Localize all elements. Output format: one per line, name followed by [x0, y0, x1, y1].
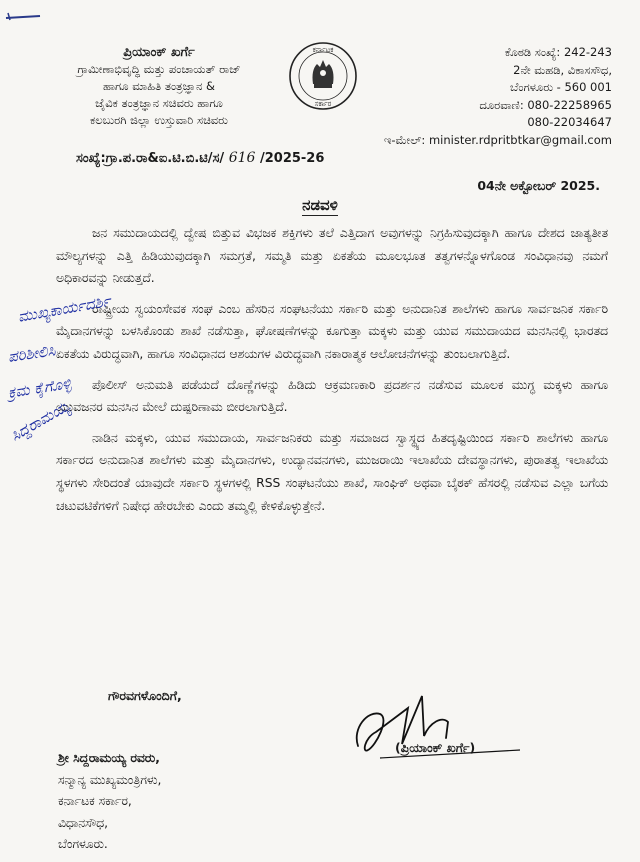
signatory-name: (ಪ್ರಿಯಾಂಕ್ ಖರ್ಗೆ): [395, 740, 476, 755]
closing-salutation: ಗೌರವಗಳೊಂದಿಗೆ,: [108, 688, 182, 703]
margin-note-line: ಕ್ರಮ ಕೈಗೊಳ್ಳಿ: [6, 374, 73, 402]
phone-secondary: 080-22034647: [527, 115, 612, 129]
reference-year: /2025-26: [259, 151, 325, 166]
addressee-line: ಸನ್ಮಾನ್ಯ ಮುಖ್ಯಮಂತ್ರಿಗಳು,: [58, 772, 162, 787]
sender-line: ಜೈವಿಕ ತಂತ್ರಜ್ಞಾನ ಸಚಿವರು ಹಾಗೂ: [95, 96, 223, 110]
reference-label: ಸಂಖ್ಯೆ:ಗ್ರಾ.ಪ.ರಾ&ಐ.ಟಿ.ಬಿ.ಟಿ/ಸ/: [76, 151, 225, 166]
body-paragraph: ರಾಷ್ಟ್ರೀಯ ಸ್ವಯಂಸೇವಕ ಸಂಘ ಎಂಬ ಹೆಸರಿನ ಸಂಘಟನೆಯು ಸರ್ಕಾರಿ ಮತ್ತು ಅನುದಾನಿತ ಶಾಲೆಗಳು ಹಾಗೂ ಸಾರ್ವಜನಿಕ ಸರ್ಕಾರಿ ಮೈದಾನಗಳನ್ನು ಬಳಸಿಕೊಂಡು ಶಾಖೆ ನಡೆಸುತ್ತಾ, ಘೋಷಣೆಗಳನ್ನು ಕೂಗುತ್ತಾ ಮಕ್ಕಳು ಮತ್ತು ಯುವ ಸಮುದಾಯದ ಮನಸಿನಲ್ಲಿ ಭಾರತದ ಏಕತೆಯ ವಿರುದ್ಧವಾಗಿ, ಹಾಗೂ ಸಂವಿಧಾನದ ಆಶಯಗಳ ವಿರುದ್ಧವಾಗಿ ನಕಾರಾತ್ಮಕ ಆಲೋಚನೆಗಳನ್ನು ತುಂಬಲಾಗುತ್ತಿದೆ.: [56, 301, 608, 361]
email: ಇ-ಮೇಲ್: minister.rdpritbtkar@gmail.com: [383, 132, 612, 147]
margin-note-line: ಮುಖ್ಯಕಾರ್ಯದರ್ಶಿ: [16, 291, 112, 326]
margin-note-line: ಪರಿಶೀಲಿಸಿ: [6, 341, 57, 366]
phone-primary: ದೂರವಾಣಿ: 080-22258965: [479, 97, 612, 112]
sender-name: ಪ್ರಿಯಾಂಕ್ ಖರ್ಗೆ: [123, 45, 195, 60]
letter-body: [56, 222, 608, 525]
handwritten-margin-note: [4, 290, 124, 480]
reference-number: [76, 150, 324, 166]
addressee-line: ಕರ್ನಾಟಕ ಸರ್ಕಾರ,: [58, 794, 132, 808]
addressee-line: ವಿಧಾನಸೌಧ,: [58, 815, 109, 830]
signature-icon: [350, 688, 530, 768]
fold-mark: [4, 10, 44, 22]
sender-block: [34, 44, 284, 129]
contact-block: [384, 44, 612, 149]
body-paragraph: ಪೊಲೀಸ್ ಅನುಮತಿ ಪಡೆಯದೆ ದೊಣ್ಣೆಗಳನ್ನು ಹಿಡಿದು ಆಕ್ರಮಣಕಾರಿ ಪ್ರದರ್ಶನ ನಡೆಸುವ ಮೂಲಕ ಮುಗ್ಧ ಮಕ್ಕಳು ಹಾಗೂ ಯುವಜನರ ಮನಸಿನ ಮೇಲೆ ದುಷ್ಪರಿಣಾಮ ಬೀರಲಾಗುತ್ತಿದೆ.: [56, 377, 608, 415]
addressee-line: ಬೆಂಗಳೂರು.: [58, 837, 108, 851]
body-paragraph: ನಾಡಿನ ಮಕ್ಕಳು, ಯುವ ಸಮುದಾಯ, ಸಾರ್ವಜನಿಕರು ಮತ್ತು ಸಮಾಜದ ಸ್ವಾಸ್ಥ್ಯದ ಹಿತದೃಷ್ಟಿಯಿಂದ ಸರ್ಕಾರಿ ಶಾಲೆಗಳು ಹಾಗೂ ಸರ್ಕಾರದ ಅನುದಾನಿತ ಶಾಲೆಗಳು ಮತ್ತು ಮೈದಾನಗಳು, ಉದ್ಯಾನವನಗಳು, ಮುಜರಾಯಿ ಇಲಾಖೆಯ ದೇವಸ್ಥಾನಗಳು, ಪುರಾತತ್ವ ಇಲಾಖೆಯ ಸ್ಥಳಗಳು ಸೇರಿದಂತೆ ಯಾವುದೇ ಸರ್ಕಾರಿ ಸ್ಥಳಗಳಲ್ಲಿ RSS ಸಂಘಟನೆಯು ಶಾಖೆ, ಸಾಂಘಿಕ್ ಅಥವಾ ಬೈಠಕ್ ಹೆಸರಲ್ಲಿ ನಡೆಸುವ ಎಲ್ಲಾ ಬಗೆಯ ಚಟುವಟಿಕೆಗಳಿಗೆ ನಿಷೇಧ ಹೇರಬೇಕು ಎಂದು ತಮ್ಮಲ್ಲಿ ಕೇಳಿಕೊಳ್ಳುತ್ತೇನೆ.: [56, 430, 608, 513]
letter-title-text: ನಡವಳಿ: [302, 196, 338, 214]
room-number: ಕೊಠಡಿ ಸಂಖ್ಯೆ: 242-243: [504, 45, 612, 59]
body-paragraph: ಜನ ಸಮುದಾಯದಲ್ಲಿ ದ್ವೇಷ ಬಿತ್ತುವ ವಿಭಜಕ ಶಕ್ತಿಗಳು ತಲೆ ಎತ್ತಿದಾಗ ಅವುಗಳನ್ನು ನಿಗ್ರಹಿಸುವುದಕ್ಕಾಗಿ ಹಾಗೂ ದೇಶದ ಜಾತ್ಯತೀತ ಮೌಲ್ಯಗಳನ್ನು ಎತ್ತಿ ಹಿಡಿಯುವುದಕ್ಕಾಗಿ ಸಮಗ್ರತೆ, ಸಮ್ಮತಿ ಮತ್ತು ಏಕತೆಯ ಮೂಲಭೂತ ತತ್ವಗಳನ್ನೊಳಗೊಂಡ ಸಂವಿಧಾನವು ನಮಗೆ ಅಧಿಕಾರವನ್ನು ನೀಡುತ್ತದೆ.: [56, 226, 608, 286]
city: ಬೆಂಗಳೂರು - 560 001: [510, 80, 612, 94]
sender-line: ಹಾಗೂ ಮಾಹಿತಿ ತಂತ್ರಜ್ಞಾನ &: [102, 79, 216, 93]
karnataka-emblem-icon: [287, 40, 359, 112]
emblem-top-text: ಕರ್ನಾಟಕ: [312, 46, 334, 54]
reference-handwritten-number: 616: [228, 150, 256, 166]
addressee-name: ಶ್ರೀ ಸಿದ್ದರಾಮಯ್ಯ ರವರು,: [58, 751, 160, 765]
addressee-block: [58, 748, 161, 856]
sender-line: ಕಲಬುರಗಿ ಜಿಲ್ಲಾ ಉಸ್ತುವಾರಿ ಸಚಿವರು: [90, 113, 228, 127]
emblem-bottom-text: ಸರ್ಕಾರ: [314, 100, 332, 108]
margin-note-line: ಸಿದ್ದರಾಮಯ್ಯ: [7, 396, 73, 445]
sender-line: ಗ್ರಾಮೀಣಾಭಿವೃದ್ಧಿ ಮತ್ತು ಪಂಚಾಯತ್ ರಾಜ್: [77, 62, 241, 76]
letter-title: [0, 196, 640, 214]
letter-date: 04ನೇ ಅಕ್ಟೋಬರ್ 2025.: [477, 178, 600, 193]
building: 2ನೇ ಮಹಡಿ, ವಿಕಾಸಸೌಧ,: [513, 62, 612, 77]
